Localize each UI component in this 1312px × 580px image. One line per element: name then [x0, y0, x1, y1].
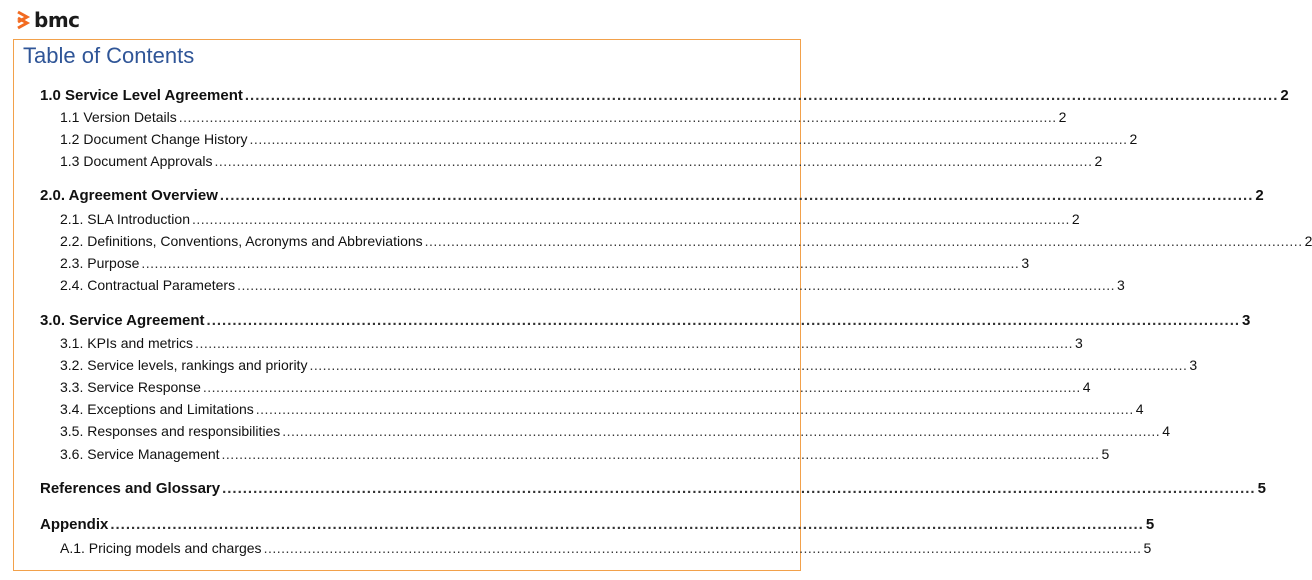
toc-list — [14, 40, 1312, 570]
toc-dot-leader: ........................................................................................................................................................................................................ — [282, 423, 1161, 439]
toc-dot-leader: ........................................................................................................................................................................................................ — [244, 87, 1279, 104]
toc-entry[interactable] — [14, 233, 1312, 249]
toc-entry-page-number: 4 — [1162, 423, 1170, 439]
toc-dot-leader: ........................................................................................................................................................................................................ — [178, 109, 1057, 125]
toc-entry[interactable] — [14, 87, 1289, 104]
toc-entry-page-number: 2 — [1058, 109, 1067, 125]
toc-entry[interactable] — [14, 480, 1266, 497]
toc-dot-leader: ........................................................................................................................................................................................................ — [222, 480, 1256, 497]
toc-entry-page-number: 2 — [1129, 131, 1138, 147]
toc-entry-page-number: 2 — [1280, 87, 1289, 104]
toc-entry-label: 2.1. SLA Introduction — [60, 211, 190, 227]
toc-entry[interactable] — [14, 187, 1264, 204]
toc-entry-label: 1.2 Document Change History — [60, 131, 248, 147]
toc-dot-leader: ........................................................................................................................................................................................................ — [249, 131, 1128, 147]
toc-entry-page-number: 5 — [1143, 540, 1152, 556]
toc-entry-page-number: 2 — [1094, 153, 1103, 169]
toc-entry-label: Appendix — [40, 516, 109, 533]
toc-entry[interactable] — [14, 131, 1138, 147]
toc-entry-label: 1.3 Document Approvals — [60, 153, 213, 169]
toc-entry[interactable] — [14, 312, 1251, 329]
table-of-contents-box — [13, 39, 1312, 571]
toc-entry-page-number: 3 — [1117, 277, 1125, 293]
toc-entry[interactable] — [14, 255, 1030, 271]
toc-entry-label: 1.1 Version Details — [60, 109, 177, 125]
toc-dot-leader: ........................................................................................................................................................................................................ — [206, 312, 1241, 329]
toc-entry-label: A.1. Pricing models and charges — [60, 540, 262, 556]
toc-heading: Table of Contents — [23, 43, 195, 68]
toc-entry[interactable] — [14, 423, 1170, 439]
toc-entry-page-number: 4 — [1082, 379, 1091, 395]
toc-entry-label: 2.0. Agreement Overview — [40, 187, 218, 204]
toc-entry-label: 3.2. Service levels, rankings and priority — [60, 357, 308, 373]
toc-entry-page-number: 2 — [1304, 233, 1312, 249]
toc-dot-leader: ........................................................................................................................................................................................................ — [110, 516, 1144, 533]
toc-dot-leader: ........................................................................................................................................................................................................ — [309, 357, 1188, 373]
toc-entry[interactable] — [14, 277, 1125, 293]
toc-dot-leader: ........................................................................................................................................................................................................ — [214, 153, 1093, 169]
toc-entry[interactable] — [14, 379, 1091, 395]
toc-entry[interactable] — [14, 335, 1083, 351]
toc-entry[interactable] — [14, 401, 1144, 417]
toc-entry[interactable] — [14, 516, 1155, 533]
toc-entry-page-number: 5 — [1145, 516, 1155, 533]
toc-entry-label: 3.4. Exceptions and Limitations — [60, 401, 254, 417]
toc-dot-leader: ........................................................................................................................................................................................................ — [237, 277, 1116, 293]
toc-dot-leader: ........................................................................................................................................................................................................ — [263, 540, 1142, 556]
toc-entry-page-number: 5 — [1257, 480, 1266, 497]
toc-entry-page-number: 3 — [1189, 357, 1198, 373]
toc-entry-page-number: 3 — [1242, 312, 1251, 329]
toc-entry-label: 1.0 Service Level Agreement — [40, 87, 243, 104]
toc-dot-leader: ........................................................................................................................................................................................................ — [195, 335, 1073, 351]
logo-text: bmc — [34, 8, 80, 32]
toc-dot-leader: ........................................................................................................................................................................................................ — [255, 401, 1134, 417]
bmc-logo — [16, 8, 80, 32]
toc-entry-page-number: 2 — [1071, 211, 1080, 227]
toc-entry-page-number: 3 — [1075, 335, 1083, 351]
toc-entry-page-number: 3 — [1021, 255, 1030, 271]
toc-entry[interactable] — [14, 211, 1080, 227]
toc-entry-label: 2.2. Definitions, Conventions, Acronyms and Abbreviations — [60, 233, 423, 249]
toc-entry[interactable] — [14, 153, 1103, 169]
toc-dot-leader: ........................................................................................................................................................................................................ — [424, 233, 1303, 249]
toc-entry-label: References and Glossary — [40, 480, 221, 497]
toc-entry-page-number: 2 — [1255, 187, 1264, 204]
toc-entry-label: 3.5. Responses and responsibilities — [60, 423, 281, 439]
toc-entry-label: 3.1. KPIs and metrics — [60, 335, 194, 351]
toc-entry[interactable] — [14, 357, 1198, 373]
toc-dot-leader: ........................................................................................................................................................................................................ — [202, 379, 1081, 395]
bmc-chevron-logo-icon — [16, 10, 31, 30]
toc-entry[interactable] — [14, 109, 1067, 125]
toc-entry[interactable] — [14, 446, 1110, 462]
toc-entry-page-number: 5 — [1101, 446, 1110, 462]
toc-dot-leader: ........................................................................................................................................................................................................ — [221, 446, 1100, 462]
toc-entry-label: 3.6. Service Management — [60, 446, 220, 462]
toc-dot-leader: ........................................................................................................................................................................................................ — [141, 255, 1020, 271]
toc-entry-label: 2.4. Contractual Parameters — [60, 277, 236, 293]
toc-dot-leader: ........................................................................................................................................................................................................ — [191, 211, 1070, 227]
toc-entry-page-number: 4 — [1135, 401, 1144, 417]
toc-entry-label: 2.3. Purpose — [60, 255, 140, 271]
toc-entry[interactable] — [14, 540, 1152, 556]
toc-entry-label: 3.0. Service Agreement — [40, 312, 205, 329]
toc-dot-leader: ........................................................................................................................................................................................................ — [219, 187, 1254, 204]
toc-entry-label: 3.3. Service Response — [60, 379, 201, 395]
